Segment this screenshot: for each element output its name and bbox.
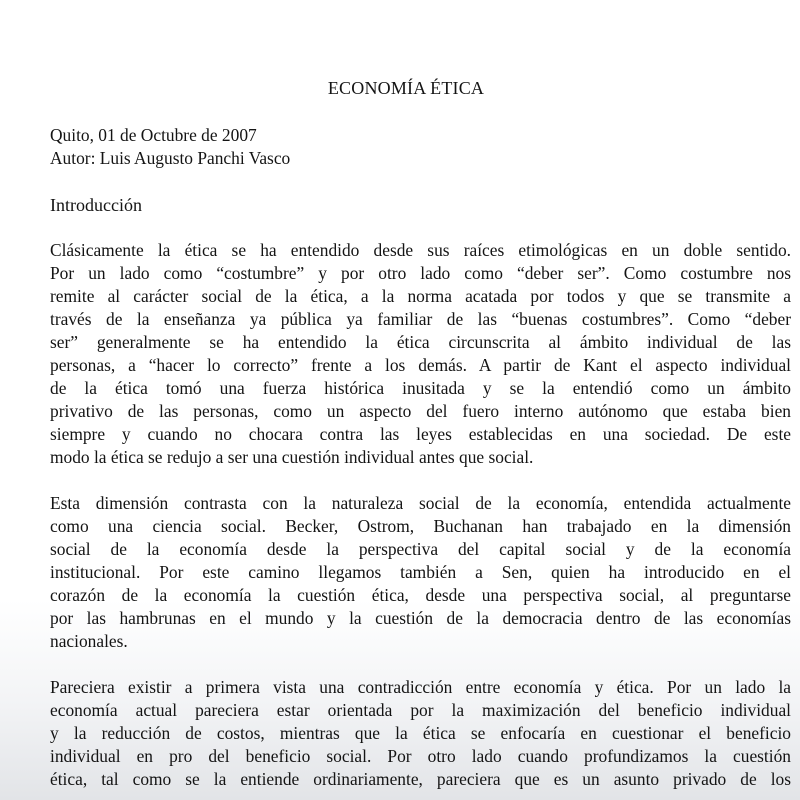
- paragraph-line: de la ética tomó una fuerza histórica inusitada y se la entendió como un ámbito: [50, 378, 791, 398]
- paragraph-line: por las hambrunas en el mundo y la cuestión de la democracia dentro de las economías: [50, 608, 791, 628]
- paragraph-line: personas, a “hacer lo correcto” frente a los demás. A partir de Kant el aspecto individual: [50, 355, 791, 375]
- paragraph-line: institucional. Por este camino llegamos también a Sen, quien ha introducido en el: [50, 562, 791, 582]
- paragraph-line: Por un lado como “costumbre” y por otro lado como “deber ser”. Como costumbre nos: [50, 263, 791, 283]
- section-heading: Introducción: [50, 195, 142, 215]
- paragraph-line: privativo de las personas, como un aspecto del fuero interno autónomo que estaba bien: [50, 401, 791, 421]
- paragraph-line: Pareciera existir a primera vista una contradicción entre economía y ética. Por un lado la: [50, 677, 791, 697]
- paragraph-1: [50, 239, 791, 469]
- document-meta: [50, 124, 770, 170]
- paragraph-3: [50, 676, 791, 791]
- paragraph-line: economía actual pareciera estar orientada por la maximización del beneficio individual: [50, 700, 791, 720]
- paragraph-2: [50, 492, 791, 653]
- paragraph-line: y la reducción de costos, mientras que la ética se enfocaría en cuestionar el beneficio: [50, 723, 791, 743]
- document-title: ECONOMÍA ÉTICA: [327, 78, 485, 98]
- place-date: Quito, 01 de Octubre de 2007: [50, 125, 257, 145]
- paragraph-line: Esta dimensión contrasta con la naturaleza social de la economía, entendida actualmente: [50, 493, 791, 513]
- paragraph-line: corazón de la economía la cuestión ética, desde una perspectiva social, al preguntarse: [50, 585, 791, 605]
- paragraph-line: como una ciencia social. Becker, Ostrom, Buchanan han trabajado en la dimensión: [50, 516, 791, 536]
- paragraph-line: modo la ética se redujo a ser una cuestión individual antes que social.: [50, 447, 534, 467]
- paragraph-line: individual en pro del beneficio social. Por otro lado cuando profundizamos la cuestión: [50, 746, 791, 766]
- paragraph-line: social de la economía desde la perspectiva del capital social y de la economía: [50, 539, 791, 559]
- paragraph-line: remite al carácter social de la ética, a la norma acatada por todos y que se transmite a: [50, 286, 791, 306]
- paragraph-line: ser” generalmente se ha entendido la ética circunscrita al ámbito individual de las: [50, 332, 791, 352]
- paragraph-line: través de la enseñanza ya pública ya familiar de las “buenas costumbres”. Como “deber: [50, 309, 791, 329]
- author-line: Autor: Luis Augusto Panchi Vasco: [50, 148, 291, 168]
- paragraph-line: siempre y cuando no chocara contra las leyes establecidas en una sociedad. De este: [50, 424, 791, 444]
- paragraph-line: Clásicamente la ética se ha entendido desde sus raíces etimológicas en un doble sentido.: [50, 240, 791, 260]
- paragraph-line: nacionales.: [50, 631, 128, 651]
- paragraph-line: ética, tal como se la entiende ordinariamente, pareciera que es un asunto privado de los: [50, 769, 791, 789]
